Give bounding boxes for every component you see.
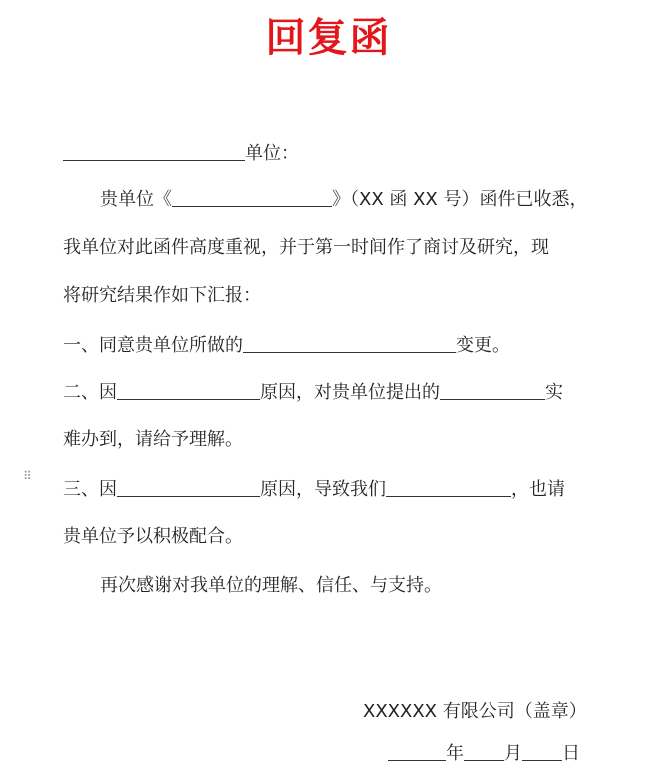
- item2-prefix: 二、因: [63, 382, 117, 403]
- item1-line: [63, 334, 510, 358]
- closing-text: 再次感谢对我单位的理解、信任、与支持。: [100, 575, 442, 596]
- date-line: [388, 742, 580, 766]
- item3-line1: [63, 478, 565, 502]
- item3-result-blank[interactable]: [386, 478, 511, 497]
- month-label: 月: [504, 743, 522, 764]
- recipient-blank[interactable]: [63, 142, 245, 161]
- day-label: 日: [562, 743, 580, 764]
- item3-line2: 贵单位予以积极配合。: [63, 526, 243, 547]
- drag-handle-icon[interactable]: ⠿: [23, 469, 33, 483]
- document-name-blank[interactable]: [172, 188, 332, 207]
- item1-prefix: 一、同意贵单位所做的: [63, 335, 243, 356]
- item2-line1: [63, 381, 563, 405]
- day-blank[interactable]: [522, 742, 562, 761]
- year-label: 年: [446, 743, 464, 764]
- year-blank[interactable]: [388, 742, 446, 761]
- item1-suffix: 变更。: [456, 335, 510, 356]
- item3-suffix: ，也请: [511, 479, 565, 500]
- para1-line2: 我单位对此函件高度重视，并于第一时间作了商讨及研究，现: [63, 237, 549, 258]
- para1-middle: 》（XX 函 XX 号）函件已收悉，: [332, 189, 588, 210]
- document-title: 回复函: [265, 15, 392, 61]
- item2-line2: 难办到，请给予理解。: [63, 429, 243, 450]
- month-blank[interactable]: [464, 742, 504, 761]
- item2-suffix: 实: [545, 382, 563, 403]
- item3-middle: 原因，导致我们: [260, 479, 386, 500]
- para1-line3: 将研究结果作如下汇报：: [63, 285, 261, 306]
- company-seal-line: XXXXXX 有限公司（盖章）: [363, 701, 587, 722]
- item2-reason-blank[interactable]: [117, 381, 260, 400]
- para1-line1: [100, 188, 588, 212]
- recipient-suffix: 单位：: [245, 143, 299, 164]
- item2-request-blank[interactable]: [440, 381, 545, 400]
- item3-prefix: 三、因: [63, 479, 117, 500]
- recipient-line: [63, 142, 299, 166]
- item1-blank[interactable]: [243, 334, 456, 353]
- item3-reason-blank[interactable]: [117, 478, 260, 497]
- para1-prefix: 贵单位《: [100, 189, 172, 210]
- item2-middle: 原因，对贵单位提出的: [260, 382, 440, 403]
